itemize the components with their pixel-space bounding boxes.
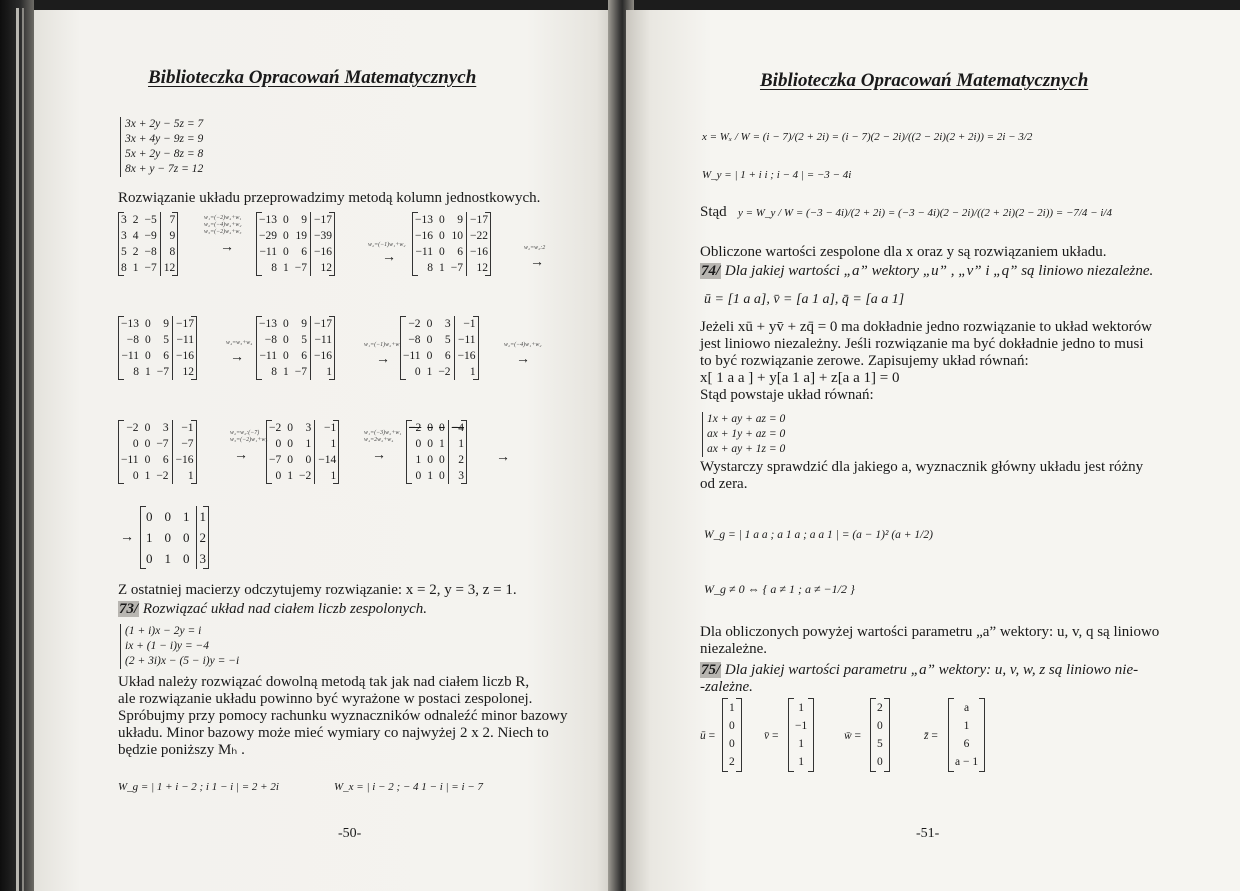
equation-system-2 xyxy=(120,624,239,669)
paragraph: Obliczone wartości zespolone dla x oraz y są rozwiązaniem układu. xyxy=(700,244,1107,260)
matrix: −2 0 0 −4 0 0 1 1 1 0 0 2 0 1 0 3 xyxy=(406,420,467,484)
equation: 3x + 2y − 5z = 7 xyxy=(125,118,204,130)
page-header: Biblioteczka Opracowań Matematycznych xyxy=(148,67,477,88)
vector-v-label: v̄ = xyxy=(764,730,779,742)
determinant-wx: W_x = | i − 2 ; − 4 1 − i | = i − 7 xyxy=(334,781,483,793)
formula-y: y = W_y / W = (−3 − 4i)/(2 + 2i) = (−3 − 4i)(2 − 2i)/((2 + 2i)(2 − 2i)) = −7/4 − i/4 xyxy=(738,207,1112,219)
equation: 8x + y − 7z = 12 xyxy=(125,163,204,175)
equation: 1x + ay + az = 0 xyxy=(707,413,786,425)
page-stack-line xyxy=(16,8,19,891)
arrow: → xyxy=(120,530,134,545)
equation: ax + ay + 1z = 0 xyxy=(707,443,786,455)
paragraph: Z ostatniej macierzy odczytujemy rozwiązanie: x = 2, y = 3, z = 1. xyxy=(118,582,517,598)
page-number: -50- xyxy=(338,826,362,841)
equation-system-1 xyxy=(120,117,203,177)
vector-w: 2 0 5 0 xyxy=(870,698,890,772)
row-operation: w₁=(−2)w₄+w₁ w₂=(−4)w₄+w₂ w₃=(−2)w₄+w₃ xyxy=(204,215,242,235)
equation: 3x + 4y − 9z = 9 xyxy=(125,133,204,145)
row-operation: w₁=(−1)w₂+w₁ xyxy=(364,342,402,348)
paragraph: Wystarczy sprawdzić dla jakiego a, wyznacznik główny układu jest różny od zera. xyxy=(700,459,1144,492)
arrow: → xyxy=(372,448,386,463)
vector-u: 1 0 0 2 xyxy=(722,698,742,772)
paragraph: Rozwiązanie układu przeprowadzimy metodą kolumn jednostkowych. xyxy=(118,190,541,206)
page-header: Biblioteczka Opracowań Matematycznych xyxy=(760,70,1089,91)
row-operation: w₂=(−1)w₁+w₂ xyxy=(368,242,406,248)
paragraph: Układ należy rozwiązać dowolną metodą tak jak nad ciałem liczb R, ale rozwiązanie układu powinno być wyrażone w postaci zespolonej. Spróbujmy przy pomocy rachunku wyznaczników odnaleźć minor bazowy układu. Minor bazowy może mieć wymiary co najwyżej 2 x 2. Niech to będzie poniższy Mₕ . xyxy=(118,674,568,758)
arrow: → xyxy=(234,448,248,463)
formula-x: x = Wₓ / W = (i − 7)/(2 + 2i) = (i − 7)(2 − 2i)/((2 − 2i)(2 + 2i)) = 2i − 3/2 xyxy=(702,131,1033,143)
equation: ax + 1y + az = 0 xyxy=(707,428,786,440)
vector-z-label: z̄ = xyxy=(924,730,938,742)
right-page xyxy=(626,10,1240,891)
matrix: −13 0 9 −17 −8 0 5 −11 −11 0 6 −16 8 1 −7 1 xyxy=(256,316,335,380)
exercise-73: 73/ Rozwiązać układ nad ciałem liczb zespolonych. xyxy=(119,601,428,617)
left-page xyxy=(34,10,614,891)
matrix: −13 0 9 −17 −8 0 5 −11 −11 0 6 −16 8 1 −7 12 xyxy=(118,316,197,380)
equation: 5x + 2y − 8z = 8 xyxy=(125,148,204,160)
matrix: −2 0 3 −1 0 0 −7 −7 −11 0 6 −16 0 1 −2 1 xyxy=(118,420,197,484)
vector-u-label: ū = xyxy=(700,730,716,742)
matrix: 0 0 1 1 1 0 0 2 0 1 0 3 xyxy=(140,506,209,569)
paragraph: Dla obliczonych powyżej wartości parametru „a” wektory: u, v, q są liniowo niezależne. xyxy=(700,624,1160,657)
vector-definitions: ū = [1 a a], v̄ = [a 1 a], q̄ = [a a 1] xyxy=(704,292,905,307)
page-number: -51- xyxy=(916,826,940,841)
matrix: −13 0 9 −17 −29 0 19 −39 −11 0 6 −16 8 1 −7 12 xyxy=(256,212,335,276)
equation: (1 + i)x − 2y = i xyxy=(125,625,202,637)
determinant-wy: W_y = | 1 + i i ; i − 4 | = −3 − 4i xyxy=(702,169,852,181)
label-stad: Stąd xyxy=(700,204,727,220)
paragraph: Jeżeli xū + yv̄ + zq̄ = 0 ma dokładnie jedno rozwiązanie to układ wektorów jest liniowo niezależny. Jeśli rozwiązanie ma być dokładnie jedno to musi to być rozwiązanie zerowe. Zapisujemy układ równań: x[ 1 a a ] + y[a 1 a] + z[a a 1] = 0 Stąd powstaje układ równań: xyxy=(700,319,1152,403)
equation: (2 + 3i)x − (5 − i)y = −i xyxy=(125,655,240,667)
determinant-wg: W_g = | 1 a a ; a 1 a ; a a 1 | = (a − 1)² (a + 1/2) xyxy=(704,529,933,541)
matrix: −13 0 9 −17 −16 0 10 −22 −11 0 6 −16 8 1 −7 12 xyxy=(412,212,491,276)
exercise-74: 74/ Dla jakiej wartości „a” wektory „u” , „v” i „q” są liniowo niezależne. xyxy=(701,263,1154,279)
condition-wg: W_g ≠ 0 ⇔ { a ≠ 1 ; a ≠ −1/2 } xyxy=(704,582,855,596)
vector-v: 1 −1 1 1 xyxy=(788,698,814,772)
row-operation: w₄=w₃+w₄ xyxy=(226,340,253,346)
arrow: → xyxy=(230,350,244,365)
row-operation: w₂=w₂:(−7) w₃=(−2)w₁+w₃ xyxy=(230,430,268,443)
arrow: → xyxy=(516,352,530,367)
arrow: → xyxy=(220,240,234,255)
page-stack-line xyxy=(22,8,24,891)
arrow: → xyxy=(376,352,390,367)
arrow: → xyxy=(530,255,544,270)
arrow: → xyxy=(496,450,510,465)
row-operation: w₁=(−3)w₂+w₁ w₄=2w₂+w₄ xyxy=(364,430,402,443)
equation-system-3 xyxy=(702,412,785,457)
matrix: −2 0 3 −1 0 0 1 1 −7 0 0 −14 0 1 −2 1 xyxy=(266,420,339,484)
vector-z: a 1 6 a − 1 xyxy=(948,698,985,772)
matrix: 3 2 −5 7 3 4 −9 9 5 2 −8 8 8 1 −7 12 xyxy=(118,212,178,276)
exercise-75: 75/ Dla jakiej wartości parametru „a” wektory: u, v, w, z są liniowo nie- -zależne. xyxy=(700,662,1139,695)
row-operation: w₂=w₂:2 xyxy=(524,245,546,251)
equation: ix + (1 − i)y = −4 xyxy=(125,640,210,652)
arrow: → xyxy=(382,250,396,265)
row-operation: w₂=(−4)w₁+w₂ xyxy=(504,342,542,348)
matrix: −2 0 3 −1 −8 0 5 −11 −11 0 6 −16 0 1 −2 1 xyxy=(400,316,479,380)
vector-w-label: w̄ = xyxy=(844,730,862,742)
determinant-wg: W_g = | 1 + i − 2 ; i 1 − i | = 2 + 2i xyxy=(118,781,279,793)
